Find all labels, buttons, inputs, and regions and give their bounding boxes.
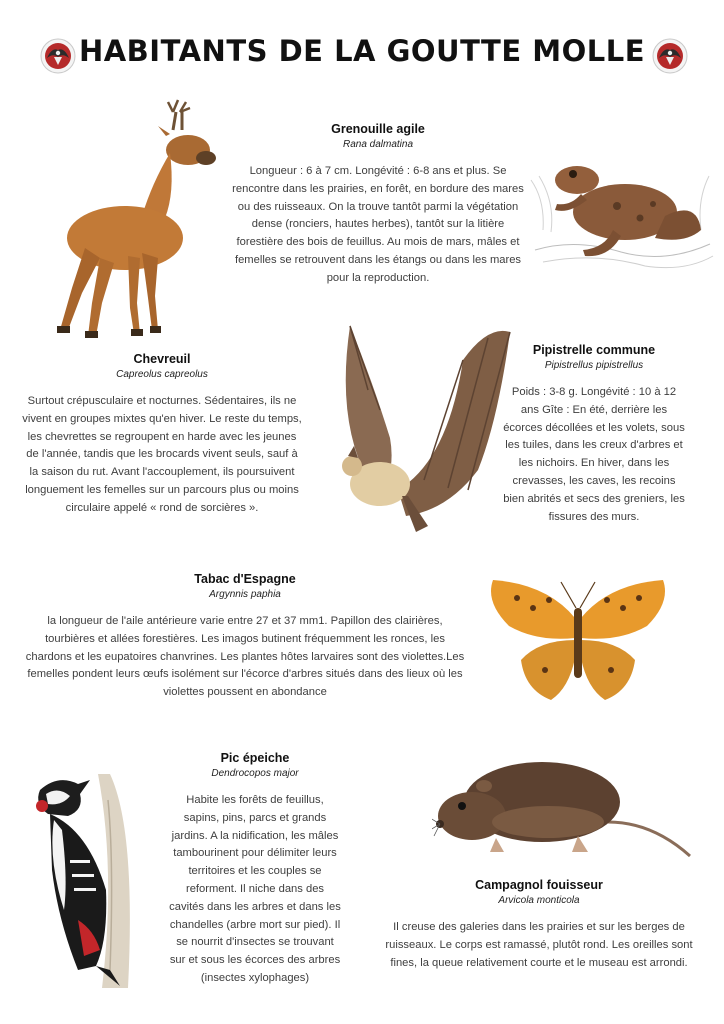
species-latin-name: Capreolus capreolus <box>116 369 208 380</box>
species-description: Habite les forêts de feuillus, sapins, pins, parcs et grands jardins. A la nidification, les mâles tambourinent pour délimiter leurs territoires et les couples se reforment. Il niche dans des cavités dans les arbres et dans les chandelles (arbre mort sur pied). Il se nourrit d'insectes se trouvant sur et sous les écorces des arbres (insectes xylophages) <box>169 794 341 984</box>
species-chevreuil <box>22 352 302 518</box>
species-latin-name: Pipistrellus pipistrellus <box>544 360 644 371</box>
species-latin-name: Arvicola monticola <box>498 895 580 906</box>
species-name: Chevreuil <box>133 352 191 366</box>
species-name: Pic épeiche <box>220 751 290 765</box>
species-pipistrelle <box>502 343 686 526</box>
species-pic <box>168 751 342 988</box>
species-tabac <box>22 572 468 702</box>
species-description: Longueur : 6 à 7 cm. Longévité : 6-8 ans et plus. Se rencontre dans les prairies, en forêt, en bordure des mares ou des ruisseaux. On la trouve tantôt parmi la végétation dense (ronciers, hautes herbes), tantôt sur la litière forestière des bois de feuillus. Au mois de mars, mâles et femelles se retrouvent dans les étangs ou dans les mares pour la reproduction. <box>232 165 524 284</box>
woodpecker-illustration <box>18 770 140 988</box>
species-name: Tabac d'Espagne <box>194 572 296 586</box>
frog-illustration <box>525 140 717 276</box>
species-latin-name: Argynnis paphia <box>209 589 281 600</box>
species-description: Surtout crépusculaire et nocturnes. Sédentaires, ils ne vivent en groupes mixtes qu'en hiver. Le reste du temps, les chevrettes se regroupent en harde avec les jeunes de l'année, tandis que les brocards vivent seuls, sauf à la saison du rut. Avant l'accouplement, ils poursuivent longuement les femelles sur un parcours plus ou moins circulaire appelé « rond de sorcières ». <box>22 395 302 514</box>
species-description: la longueur de l'aile antérieure varie entre 27 et 37 mm1. Papillon des clairières, tourbières et allées forestières. Les imagos butinent fréquemment les ronces, les chardons et les eupatoires chanvrines. Les plantes hôtes larvaires sont des violettes.Les femelles pondent leurs œufs isolément sur l'écorce d'arbres situés dans des lieux où les violettes poussent en abondance <box>25 615 465 699</box>
butterfly-illustration <box>487 578 669 706</box>
species-campagnol <box>380 878 698 972</box>
species-grenouille <box>230 122 526 288</box>
species-name: Pipistrelle commune <box>532 343 656 357</box>
page-title: HABITANTS DE LA GOUTTE MOLLE <box>78 34 646 68</box>
species-description: Poids : 3-8 g. Longévité : 10 à 12 ans Gîte : En été, derrière les écorces décollées et les volets, sous les tuiles, dans les creux d'arbres et les nichoirs. En hiver, dans les crevasses, les caves, les recoins bien abrités et secs des greniers, les fissures des murs. <box>503 386 685 523</box>
bird-emblem-icon <box>652 38 688 74</box>
deer-illustration <box>30 98 230 343</box>
species-name: Grenouille agile <box>331 122 425 136</box>
species-latin-name: Dendrocopos major <box>211 768 299 779</box>
bat-illustration <box>328 320 514 535</box>
species-latin-name: Rana dalmatina <box>342 139 414 150</box>
species-description: Il creuse des galeries dans les prairies et sur les berges de ruisseaux. Le corps est ramassé, plutôt rond. Les oreilles sont fines, la queue relativement courte et le museau est arrondi. <box>385 921 693 969</box>
vole-illustration <box>432 752 694 864</box>
species-name: Campagnol fouisseur <box>475 878 603 892</box>
